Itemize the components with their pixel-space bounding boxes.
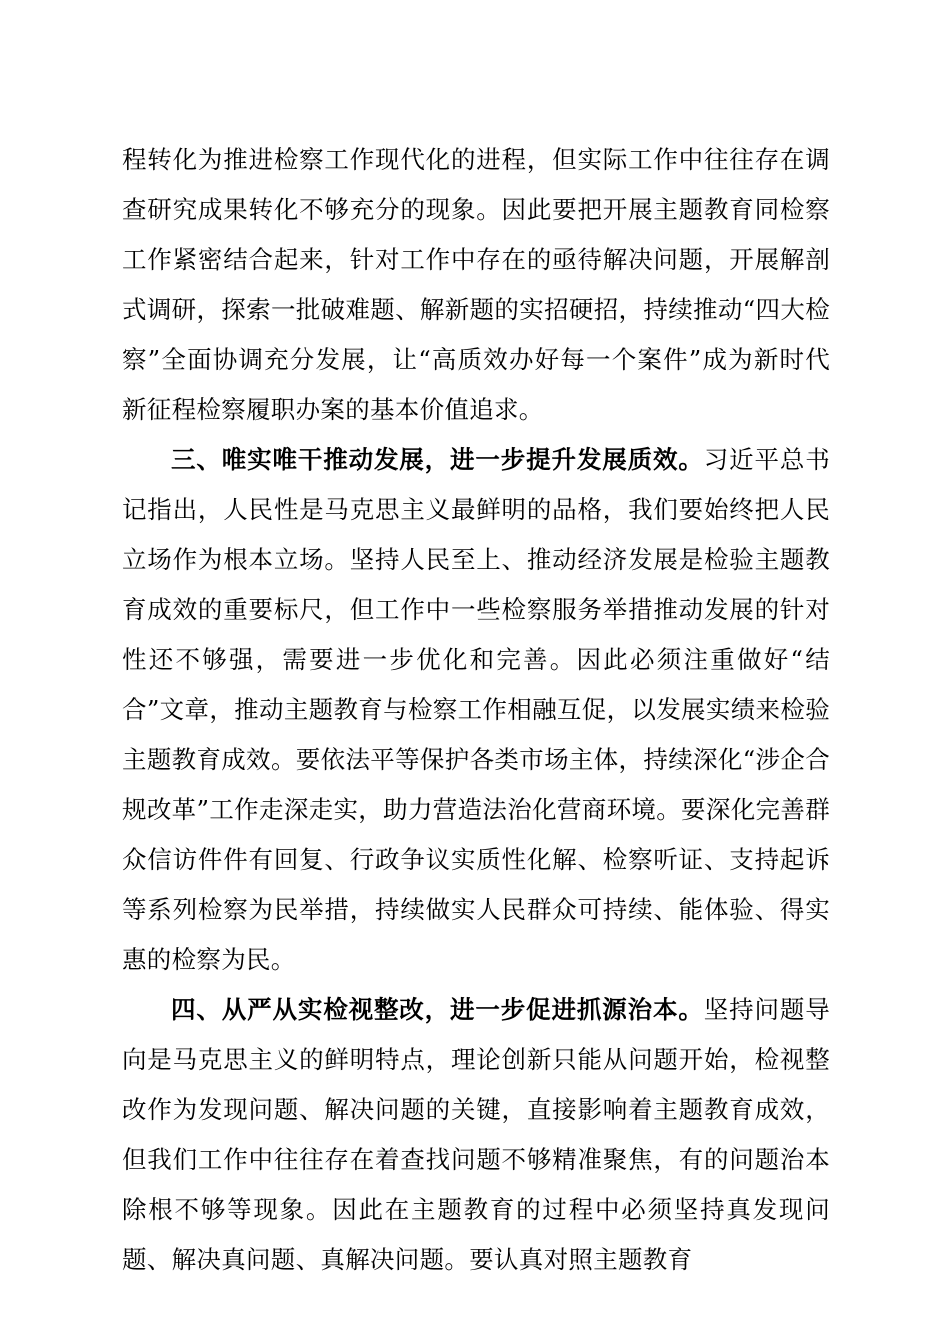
paragraph-section-three bbox=[122, 435, 830, 985]
section-heading: 四、从严从实检视整改，进一步促进抓源治本。 bbox=[171, 995, 704, 1024]
paragraph-text: 习近平总书记指出，人民性是马克思主义最鲜明的品格，我们要始终把人民立场作为根本立场。坚持人民至上、推动经济发展是检验主题教育成效的重要标尺，但工作中一些检察服务举措推动发展的针对性还不够强，需要进一步优化和完善。因此必须注重做好“结合”文章，推动主题教育与检察工作相融互促，以发展实绩来检验主题教育成效。要依法平等保护各类市场主体，持续深化“涉企合规改革”工作走深走实，助力营造法治化营商环境。要深化完善群众信访件件有回复、行政争议实质性化解、检察听证、支持起诉等系列检察为民举措，持续做实人民群众可持续、能体验、得实惠的检察为民。 bbox=[122, 445, 830, 974]
paragraph-text: 程转化为推进检察工作现代化的进程，但实际工作中往往存在调查研究成果转化不够充分的现象。因此要把开展主题教育同检察工作紧密结合起来，针对工作中存在的亟待解决问题，开展解剖式调研，探索一批破难题、解新题的实招硬招，持续推动“四大检察”全面协调充分发展，让“高质效办好每一个案件”成为新时代新征程检察履职办案的基本价值追求。 bbox=[122, 145, 830, 424]
paragraph-continuation bbox=[122, 135, 830, 435]
section-heading: 三、唯实唯干推动发展，进一步提升发展质效。 bbox=[171, 445, 704, 474]
document-body bbox=[122, 135, 830, 1285]
paragraph-text: 坚持问题导向是马克思主义的鲜明特点，理论创新只能从问题开始，检视整改作为发现问题、解决问题的关键，直接影响着主题教育成效，但我们工作中往往存在着查找问题不够精准聚焦，有的问题治本除根不够等现象。因此在主题教育的过程中必须坚持真发现问题、解决真问题、真解决问题。要认真对照主题教育 bbox=[122, 995, 830, 1274]
paragraph-section-four bbox=[122, 985, 830, 1285]
